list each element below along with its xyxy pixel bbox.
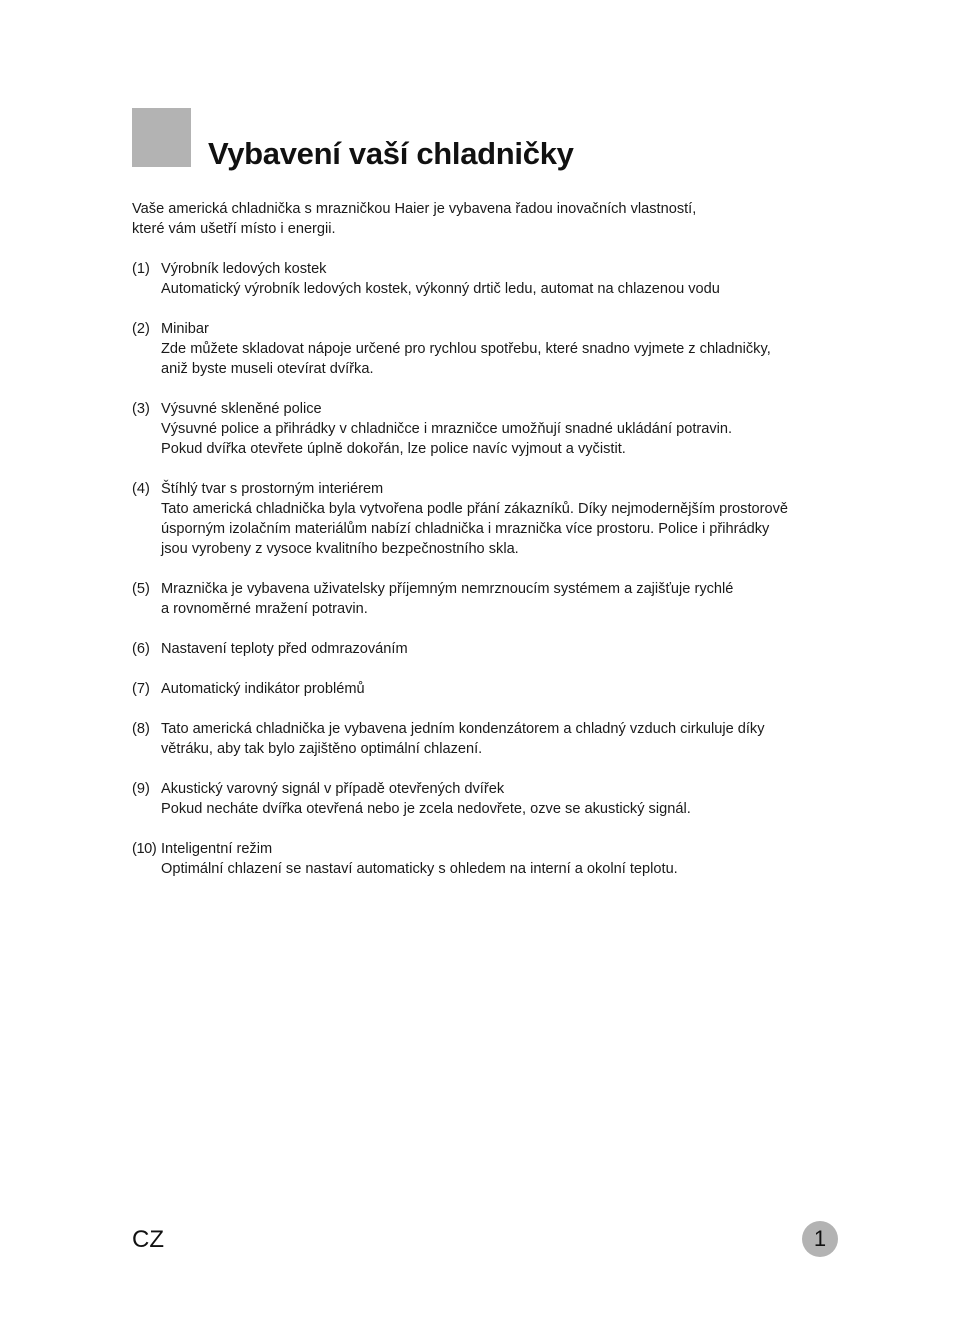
page-title: Vybavení vaší chladničky <box>208 136 574 171</box>
page-number-badge <box>802 1221 838 1257</box>
feature-number: (7) <box>132 681 150 697</box>
feature-body <box>161 259 842 299</box>
feature-text: aniž byste museli otevírat dvířka. <box>161 361 374 377</box>
feature-item-5 <box>132 579 842 619</box>
feature-text: větráku, aby tak bylo zajištěno optimální chlazení. <box>161 741 483 757</box>
feature-number: (2) <box>132 321 150 337</box>
feature-heading: Výrobník ledových kostek <box>161 261 327 277</box>
feature-body <box>161 479 842 559</box>
feature-text: Tato americká chladnička byla vytvořena podle přání zákazníků. Díky nejmodernějším prostorově <box>161 501 789 517</box>
feature-text: Pokud necháte dvířka otevřená nebo je zcela nedovřete, ozve se akustický signál. <box>161 801 691 817</box>
intro-line: které vám ušetří místo i energii. <box>132 221 336 237</box>
feature-item-7 <box>132 679 842 699</box>
feature-heading: Výsuvné skleněné police <box>161 401 322 417</box>
feature-number: (10) <box>132 841 157 857</box>
feature-number: (5) <box>132 581 150 597</box>
feature-text: Automatický indikátor problémů <box>161 681 365 697</box>
feature-item-4 <box>132 479 842 559</box>
feature-body <box>161 679 842 699</box>
feature-text: Zde můžete skladovat nápoje určené pro rychlou spotřebu, které snadno vyjmete z chladničky, <box>161 341 771 357</box>
feature-text: jsou vyrobeny z vysoce kvalitního bezpečnostního skla. <box>161 541 519 557</box>
feature-heading: Akustický varovný signál v případě otevřených dvířek <box>161 781 505 797</box>
feature-item-2 <box>132 319 842 379</box>
feature-number: (6) <box>132 641 150 657</box>
feature-heading: Minibar <box>161 321 209 337</box>
intro-line: Vaše americká chladnička s mrazničkou Haier je vybavena řadou inovačních vlastností, <box>132 201 697 217</box>
feature-text: Optimální chlazení se nastaví automaticky s ohledem na interní a okolní teplotu. <box>161 861 678 877</box>
feature-body <box>161 579 842 619</box>
feature-number: (3) <box>132 401 150 417</box>
feature-item-10 <box>132 839 842 879</box>
page-number: 1 <box>813 1226 827 1251</box>
content-area <box>132 199 842 899</box>
section-marker-block <box>132 108 191 167</box>
feature-text: Tato americká chladnička je vybavena jedním kondenzátorem a chladný vzduch cirkuluje díky <box>161 721 765 737</box>
feature-body <box>161 319 842 379</box>
feature-body <box>161 399 842 459</box>
feature-number: (9) <box>132 781 150 797</box>
feature-text: a rovnoměrné mražení potravin. <box>161 601 368 617</box>
feature-item-9 <box>132 779 842 819</box>
feature-body <box>161 719 842 759</box>
feature-number: (8) <box>132 721 150 737</box>
feature-item-6 <box>132 639 842 659</box>
feature-heading: Inteligentní režim <box>161 841 273 857</box>
feature-text: Automatický výrobník ledových kostek, výkonný drtič ledu, automat na chlazenou vodu <box>161 281 720 297</box>
feature-number: (4) <box>132 481 150 497</box>
feature-number: (1) <box>132 261 150 277</box>
feature-text: Výsuvné police a přihrádky v chladničce i mrazničce umožňují snadné ukládání potravin. <box>161 421 733 437</box>
feature-body <box>161 779 842 819</box>
feature-text: Pokud dvířka otevřete úplně dokořán, lze police navíc vyjmout a vyčistit. <box>161 441 626 457</box>
feature-heading: Štíhlý tvar s prostorným interiérem <box>161 481 384 497</box>
language-code: CZ <box>132 1226 164 1253</box>
feature-item-1 <box>132 259 842 299</box>
feature-item-8 <box>132 719 842 759</box>
feature-body <box>161 639 842 659</box>
feature-body <box>161 839 842 879</box>
intro-paragraph <box>132 199 842 239</box>
feature-text: úsporným izolačním materiálům nabízí chladnička i mraznička více prostoru. Police i přihrádky <box>161 521 770 537</box>
feature-text: Mraznička je vybavena uživatelsky příjemným nemrznoucím systémem a zajišťuje rychlé <box>161 581 734 597</box>
feature-text: Nastavení teploty před odmrazováním <box>161 641 408 657</box>
feature-item-3 <box>132 399 842 459</box>
